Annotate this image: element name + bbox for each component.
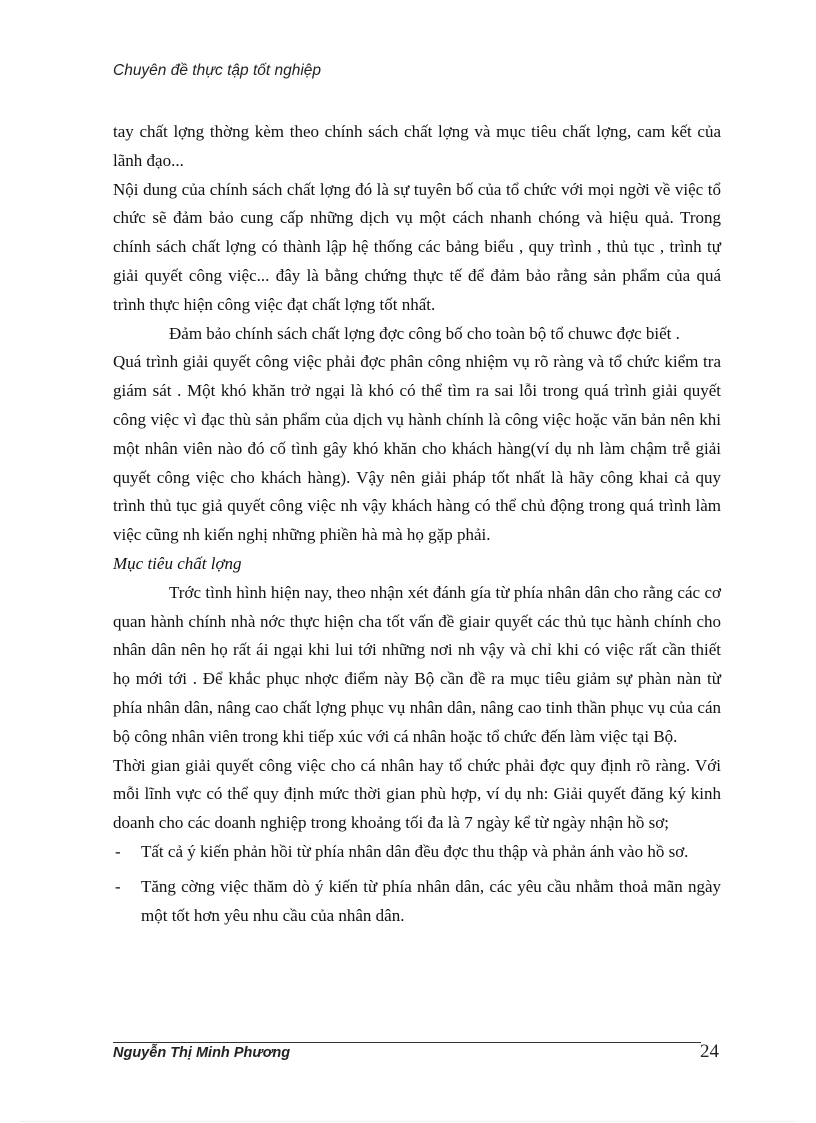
bullet-list bbox=[113, 838, 721, 930]
paragraph-6: Thời gian giải quyết công việc cho cá nhân hay tổ chức phải đợc quy định rõ ràng. Với mỗi lĩnh vực có thể quy định mức thời gian phù hợp, ví dụ nh: Giải quyết đăng ký kinh doanh cho các doanh nghiệp trong khoảng tối đa là 7 ngày kể từ ngày nhận hồ sơ; bbox=[113, 755, 721, 833]
document-body bbox=[113, 118, 721, 930]
bullet-text-2: Tăng cờng việc thăm dò ý kiến từ phía nhân dân, các yêu cầu nhằm thoả mãn ngày một tốt hơn yêu nhu cầu của nhân dân. bbox=[141, 876, 721, 925]
paragraph-5: Trớc tình hình hiện nay, theo nhận xét đánh gía từ phía nhân dân cho rằng các cơ quan hành chính nhà nớc thực hiện cha tốt vấn đề giair quyết các thủ tục hành chính cho nhân dân nên họ rất ái ngại khi lui tới những nơi nh vậy và chỉ khi có việc rất cần thiết họ mới tới . Để khắc phục nhợc điểm này Bộ cần đề ra mục tiêu giảm sự phàn nàn từ phía nhân dân, nâng cao chất lợng phục vụ nhân dân, nâng cao tinh thần phục vụ của cán bộ công nhân viên trong khi tiếp xúc với cá nhân hoặc tổ chức đến làm việc tại Bộ. bbox=[113, 582, 721, 746]
page-number: 24 bbox=[700, 1041, 719, 1062]
bullet-marker: - bbox=[115, 841, 121, 861]
page-header: Chuyên đề thực tập tốt nghiệp bbox=[113, 62, 322, 79]
list-item bbox=[113, 873, 721, 931]
paragraph-2: Nội dung của chính sách chất lợng đó là sự tuyên bố của tổ chức với mọi ngời về việc tổ chức sẽ đảm bảo cung cấp những dịch vụ một cách nhanh chóng và hiệu quả. Trong chính sách chất lợng có thành lập hệ thống các bảng biểu , quy trình , thủ tục , trình tự giải quyết công việc... đây là bằng chứng thực tế để đảm bảo rằng sản phẩm của quá trình thực hiện công việc đạt chất lợng tốt nhất. bbox=[113, 179, 721, 314]
bullet-marker: - bbox=[115, 876, 121, 896]
footer-divider bbox=[113, 1042, 701, 1043]
footer-author: Nguyễn Thị Minh Phương bbox=[113, 1045, 291, 1061]
bullet-text-1: Tất cả ý kiến phản hồi từ phía nhân dân đều đợc thu thập và phản ánh vào hồ sơ. bbox=[141, 841, 689, 861]
page-edge-dots bbox=[20, 1121, 796, 1122]
paragraph-3: Đảm bảo chính sách chất lợng đợc công bố cho toàn bộ tổ chuwc đợc biết . bbox=[169, 323, 680, 343]
list-item bbox=[113, 838, 721, 867]
paragraph-4: Quá trình giải quyết công việc phải đợc phân công nhiệm vụ rõ ràng và tổ chức kiểm tra giám sát . Một khó khăn trở ngại là khó có thể tìm ra sai lỗi trong quá trình giải quyết công việc vì đạc thù sản phẩm của dịch vụ hành chính là công việc hoặc văn bản nên khi một nhân viên nào đó cố tình gây khó khăn cho khách hàng(ví dụ nh làm chậm trễ giải quyết công việc cho khách hàng). Vậy nên giải pháp tốt nhất là hãy công khai cả quy trình thủ tục giả quyết công việc nh vậy khách hàng có thể chủ động trong quá trình làm việc cũng nh kiến nghị những phiền hà mà họ gặp phải. bbox=[113, 352, 721, 545]
section-heading: Mục tiêu chất lợng bbox=[113, 553, 242, 573]
paragraph-1: tay chất lợng thờng kèm theo chính sách chất lợng và mục tiêu chất lợng, cam kết của lãnh đạo... bbox=[113, 122, 721, 170]
